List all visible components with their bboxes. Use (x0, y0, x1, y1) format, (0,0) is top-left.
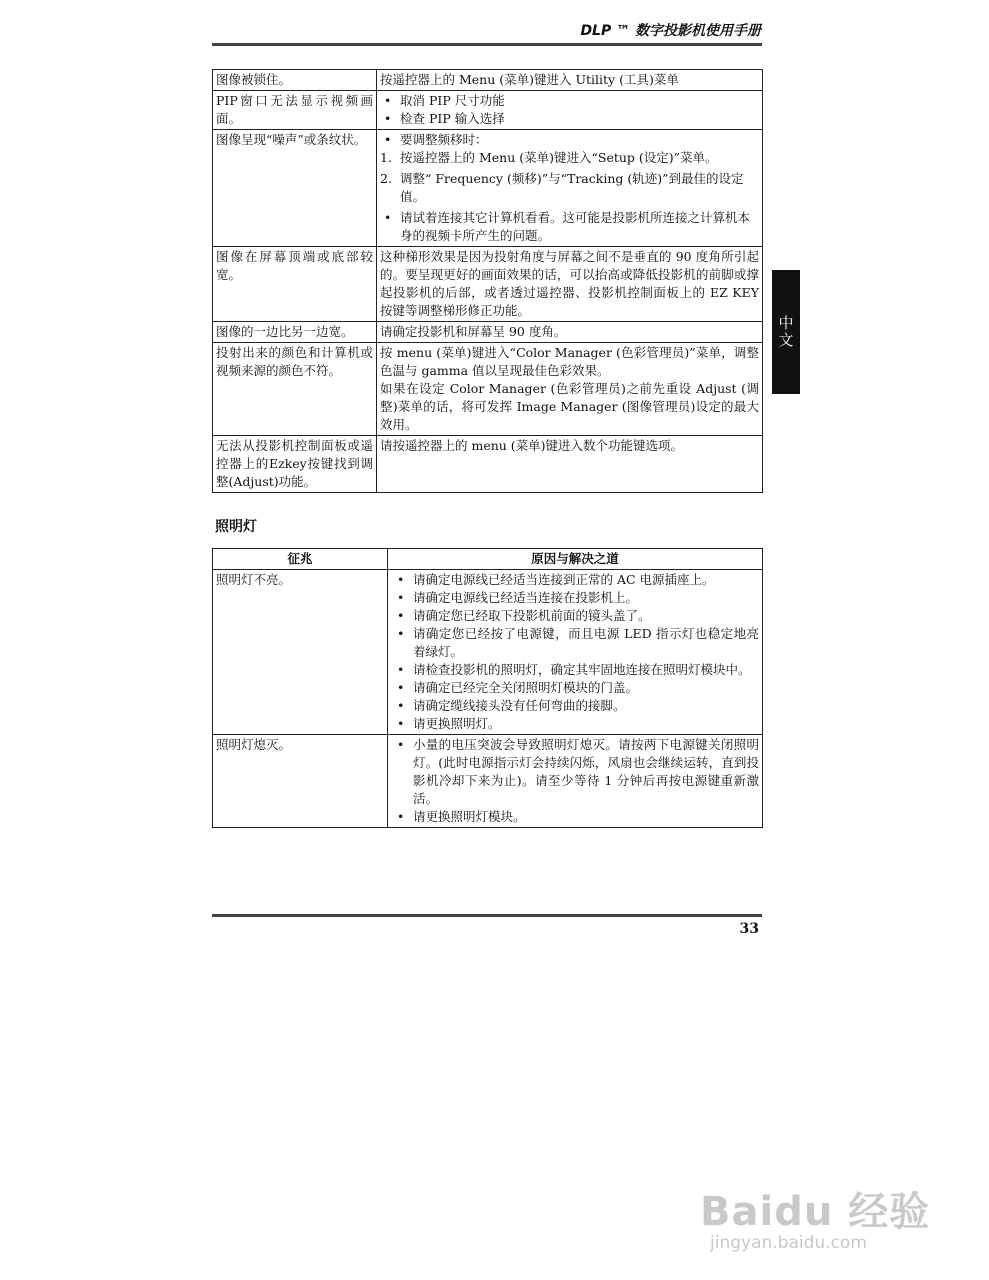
solution-cell (388, 735, 763, 828)
language-side-tab: 中文 (772, 270, 800, 394)
table-row (213, 343, 763, 436)
solution-cell: 请按遥控器上的 menu (菜单)键进入数个功能键选项。 (377, 436, 763, 493)
header-title: DLP ™ 数字投影机使用手册 (580, 23, 761, 39)
bullet-item: • 请更换照明灯模块。 (391, 808, 759, 826)
symptom-cell: PIP窗口无法显示视频画面。 (213, 91, 377, 130)
footer-rule (212, 914, 762, 917)
table-row (213, 436, 763, 493)
symptom-cell: 照明灯不亮。 (213, 570, 388, 735)
watermark-logo: Baidu 经验 (700, 1189, 931, 1235)
solution-cell (377, 130, 763, 247)
solution-cell (377, 91, 763, 130)
lamp-troubleshooting-table (212, 548, 763, 828)
solution-paragraph: 如果在设定 Color Manager (色彩管理员)之前先重设 Adjust (调整)菜单的话，将可发挥 Image Manager (图像管理员)设定的最大效用。 (380, 381, 759, 432)
symptom-cell: 无法从投影机控制面板或遥控器上的Ezkey按键找到调整(Adjust)功能。 (213, 436, 377, 493)
bullet-item: • 请确定您已经按了电源键，而且电源 LED 指示灯也稳定地亮着绿灯。 (391, 625, 759, 661)
page-number: 33 (739, 921, 759, 937)
solution-cell (377, 343, 763, 436)
bullet-item: • 请确定您已经取下投影机前面的镜头盖了。 (391, 607, 759, 625)
column-header-symptom: 征兆 (213, 549, 388, 570)
symptom-cell: 照明灯熄灭。 (213, 735, 388, 828)
lamp-section-title: 照明灯 (215, 519, 257, 535)
bullet-item: • 小量的电压突波会导致照明灯熄灭。请按两下电源键关闭照明灯。(此时电源指示灯会持续闪烁，风扇也会继续运转，直到投影机冷却下来为止)。请至少等待 1 分钟后再按电源键重新激活。 (391, 736, 759, 808)
symptom-cell: 投射出来的颜色和计算机或视频来源的颜色不符。 (213, 343, 377, 436)
step-number: 2. (380, 171, 392, 186)
header-rule (212, 43, 762, 46)
watermark-url: jingyan.baidu.com (710, 1233, 867, 1253)
symptom-cell: 图像的一边比另一边宽。 (213, 322, 377, 343)
column-header-cause: 原因与解决之道 (388, 549, 763, 570)
step-text: 调整“ Frequency (频移)”与“Tracking (轨迹)”到最佳的设定值。 (400, 171, 744, 204)
table-row (213, 70, 763, 91)
step-number: 1. (380, 150, 392, 165)
table-row (213, 91, 763, 130)
bullet-item: • 请确定缆线接头没有任何弯曲的接脚。 (391, 697, 759, 715)
table-header-row (213, 549, 763, 570)
bullet-item: • 取消 PIP 尺寸功能 (380, 92, 759, 110)
symptom-cell: 图像在屏幕顶端或底部较宽。 (213, 247, 377, 322)
solution-cell (388, 570, 763, 735)
solution-cell: 按遥控器上的 Menu (菜单)键进入 Utility (工具)菜单 (377, 70, 763, 91)
bullet-item: • 请更换照明灯。 (391, 715, 759, 733)
bullet-item: • 检查 PIP 输入选择 (380, 110, 759, 128)
table-row (213, 322, 763, 343)
table-row (213, 130, 763, 247)
table-row (213, 735, 763, 828)
step-text: 按遥控器上的 Menu (菜单)键进入“Setup (设定)”菜单。 (400, 150, 718, 165)
troubleshooting-image-table (212, 69, 763, 493)
bullet-item: • 请试着连接其它计算机看看。这可能是投影机所连接之计算机本身的视频卡所产生的问题。 (380, 209, 759, 245)
solution-cell: 请确定投影机和屏幕呈 90 度角。 (377, 322, 763, 343)
bullet-item: • 请确定电源线已经适当连接到正常的 AC 电源插座上。 (391, 571, 759, 589)
symptom-cell: 图像被锁住。 (213, 70, 377, 91)
numbered-step (380, 149, 759, 167)
table-row (213, 247, 763, 322)
bullet-item: • 请检查投影机的照明灯，确定其牢固地连接在照明灯模块中。 (391, 661, 759, 679)
symptom-cell: 图像呈现“噪声”或条纹状。 (213, 130, 377, 247)
solution-cell: 这种梯形效果是因为投射角度与屏幕之间不是垂直的 90 度角所引起的。要呈现更好的画面效果的话，可以抬高或降低投影机的前脚或撑起投影机的后部，或者透过遥控器、投影机控制面板上的 EZ KEY 按键等调整梯形修正功能。 (377, 247, 763, 322)
bullet-item: • 请确定已经完全关闭照明灯模块的门盖。 (391, 679, 759, 697)
bullet-item: • 要调整频移时： (380, 131, 759, 149)
table-row (213, 570, 763, 735)
solution-paragraph: 按 menu (菜单)键进入“Color Manager (色彩管理员)”菜单，调整色温与 gamma 值以呈现最佳色彩效果。 (380, 345, 759, 378)
bullet-item: • 请确定电源线已经适当连接在投影机上。 (391, 589, 759, 607)
numbered-step (380, 170, 759, 206)
baidu-watermark (700, 1180, 930, 1253)
